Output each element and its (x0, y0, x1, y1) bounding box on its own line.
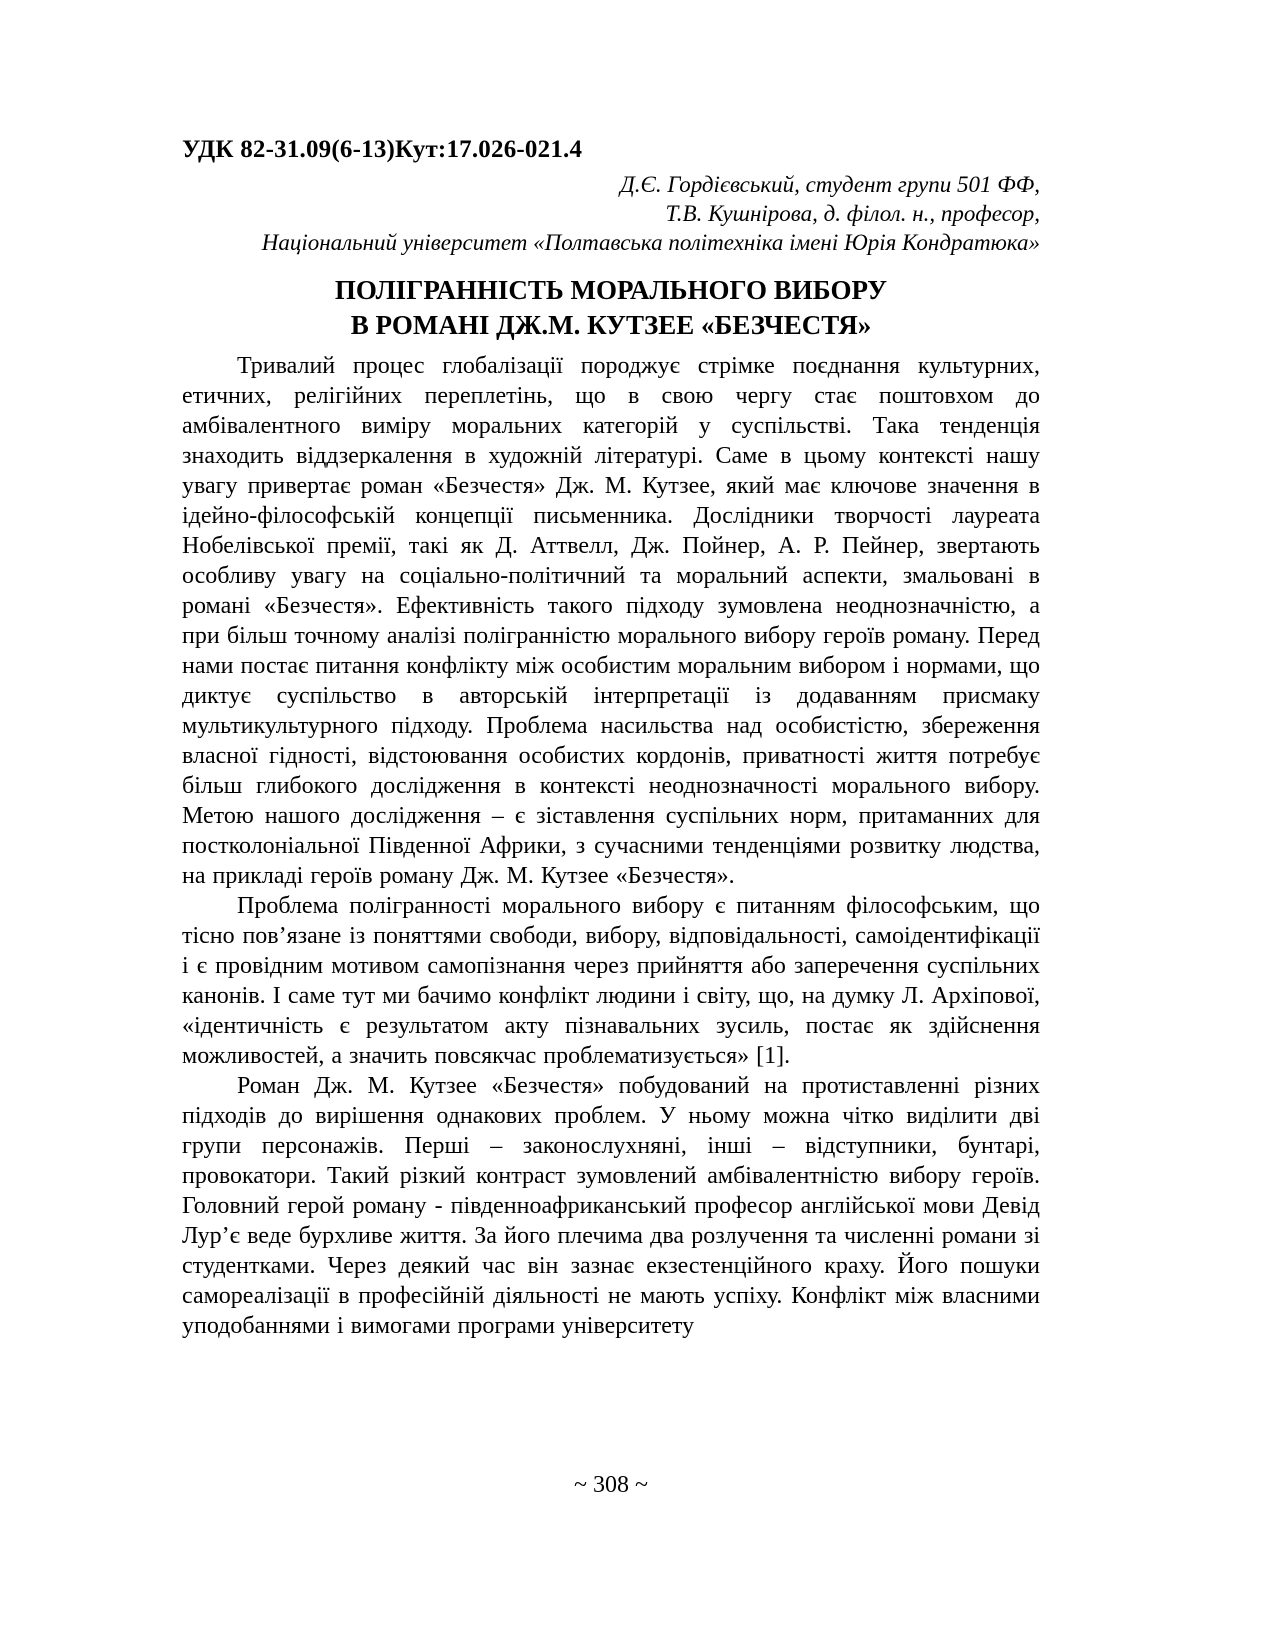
author-line-1: Д.Є. Гордієвський, студент групи 501 ФФ, (620, 172, 1040, 197)
author-block (182, 170, 1040, 257)
page-number: ~ 308 ~ (574, 1472, 648, 1498)
paragraph-2: Проблема полігранності морального вибору є питанням філософським, що тісно пов’язане із поняттями свободи, вибору, відповідальності, самоідентифікації і є провідним мотивом самопізнання через прийняття або заперечення суспільних канонів. І саме тут ми бачимо конфлікт людини і світу, що, на думку Л. Архіпової, «ідентичність є результатом акту пізнавальних зусиль, постає як здійснення можливостей, а значить повсякчас проблематизується» [1]. (182, 893, 1040, 1069)
article-title-line-1: ПОЛІГРАННІСТЬ МОРАЛЬНОГО ВИБОРУ (334, 275, 888, 305)
paragraph-3: Роман Дж. М. Кутзее «Безчестя» побудований на протиставленні різних підходів до вирішення однакових проблем. У ньому можна чітко виділити дві групи персонажів. Перші – законослухняні, інші – відступники, бунтарі, провокатори. Такий різкий контраст зумовлений амбівалентністю вибору героїв. Головний герой роману - південноафриканський професор англійської мови Девід Лур’є веде бурхливе життя. За його плечима два розлучення та численні романи зі студентками. Через деякий час він зазнає екзестенційного краху. Його пошуки самореалізації в професійній діяльності не мають успіху. Конфлікт між власними уподобаннями і вимогами програми університету (182, 1073, 1040, 1339)
author-line-2: Т.В. Кушнірова, д. філол. н., професор, (665, 201, 1040, 226)
page-content (182, 136, 1040, 1341)
affiliation-line: Національний університет «Полтавська політехніка імені Юрія Кондратюка» (261, 230, 1040, 255)
article-title-line-2: В РОМАНІ ДЖ.М. КУТЗЕЕ «БЕЗЧЕСТЯ» (350, 310, 872, 340)
paragraph-1: Тривалий процес глобалізації породжує стрімке поєднання культурних, етичних, релігійних переплетінь, що в свою чергу стає поштовхом до амбівалентного виміру моральних категорій у суспільстві. Така тенденція знаходить віддзеркалення в художній літературі. Саме в цьому контексті нашу увагу привертає роман «Безчестя» Дж. М. Кутзее, який має ключове значення в ідейно-філософській концепції письменника. Дослідники творчості лауреата Нобелівської премії, такі як Д. Аттвелл, Дж. Пойнер, А. Р. Пейнер, звертають особливу увагу на соціально-політичний та моральний аспекти, змальовані в романі «Безчестя». Ефективність такого підходу зумовлена неоднозначністю, а при більш точному аналізі полігранністю морального вибору героїв роману. Перед нами постає питання конфлікту між особистим моральним вибором і нормами, що диктує суспільство в авторській інтерпретації із додаванням присмаку мультикультурного підходу. Проблема насильства над особистістю, збереження власної гідності, відстоювання особистих кордонів, приватності життя потребує більш глибокого дослідження в контексті неоднозначності морального вибору. Метою нашого дослідження – є зіставлення суспільних норм, притаманних для постколоніальної Південної Африки, з сучасними тенденціями розвитку людства, на прикладі героїв роману Дж. М. Кутзее «Безчестя». (182, 353, 1040, 889)
udc-number: УДК 82-31.09(6-13)Кут:17.026-021.4 (182, 136, 583, 163)
article-title (182, 273, 1040, 343)
